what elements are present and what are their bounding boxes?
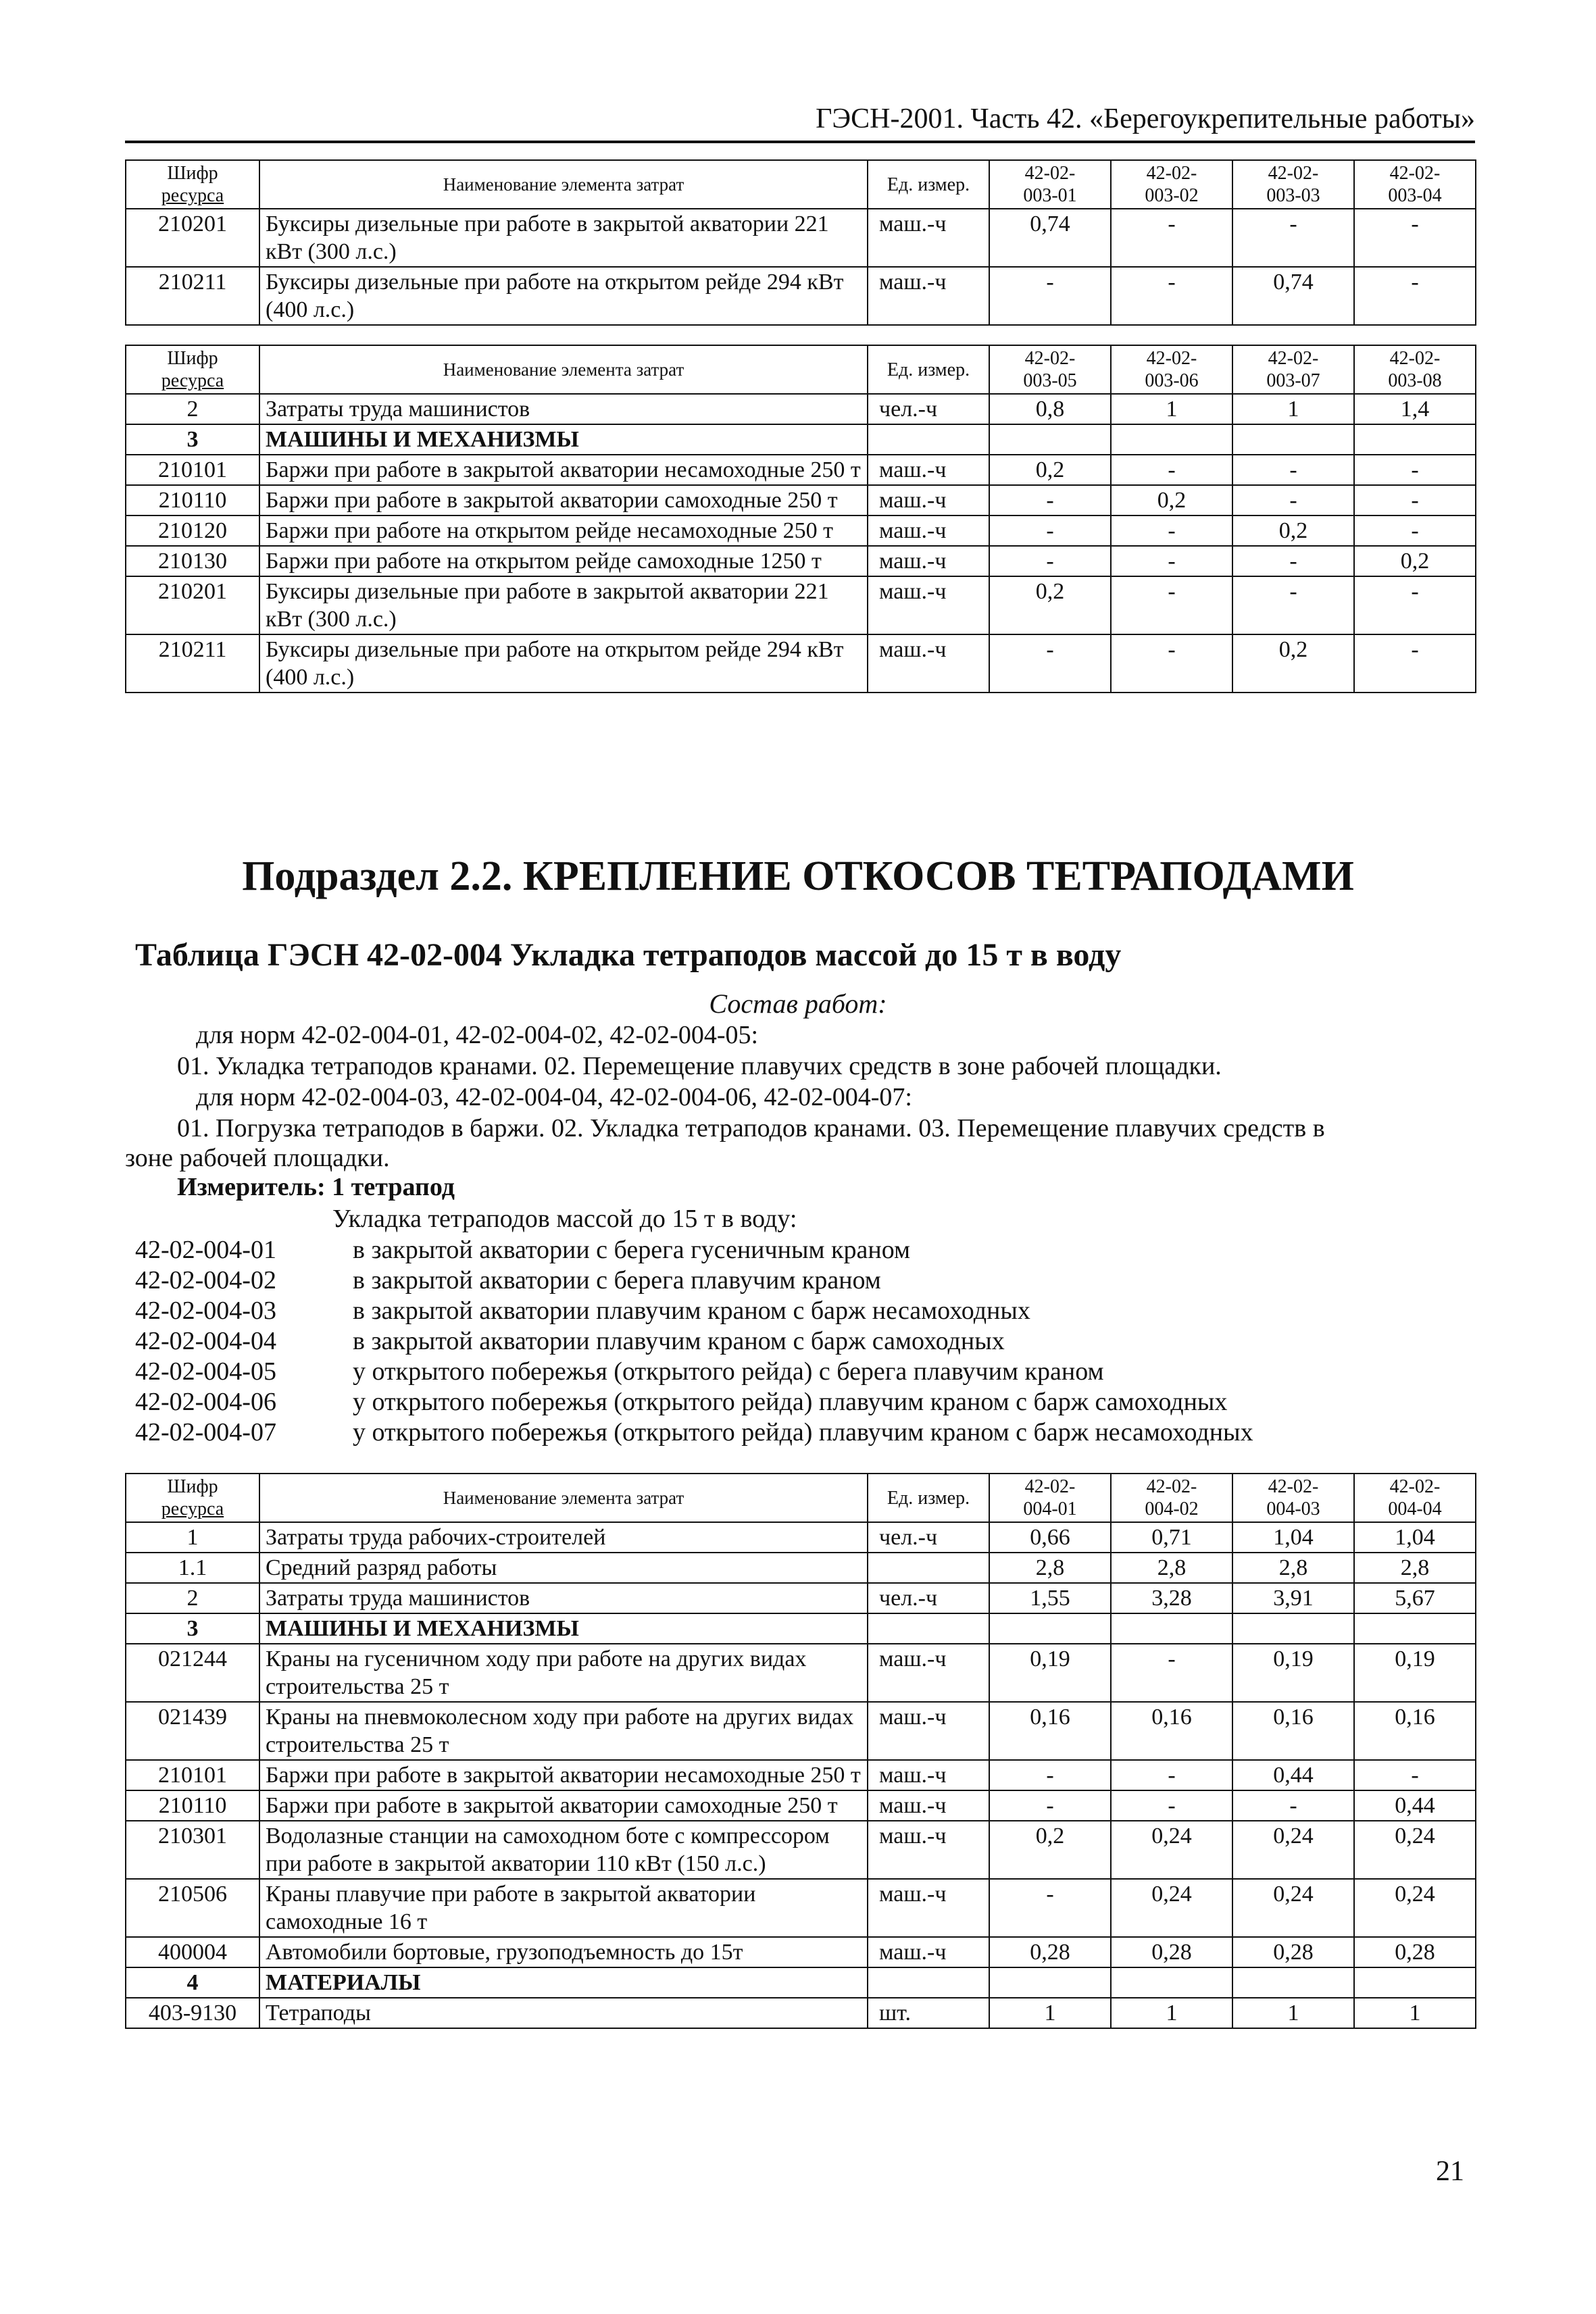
norm-value: - [989,267,1111,325]
table-row [126,1583,1476,1613]
cost-element-name: МАШИНЫ И МЕХАНИЗМЫ [259,1613,868,1644]
norm-list-item [135,1265,881,1295]
norm-value: 1 [989,1998,1111,2028]
norm-code-part1: 42-02- [1389,163,1441,184]
table-row [126,1644,1476,1702]
resource-code: 403-9130 [126,1998,259,2028]
norm-value: - [1354,634,1476,693]
resource-code: 210301 [126,1821,259,1879]
norm-value: - [989,485,1111,515]
cost-element-name: Средний разряд работы [259,1553,868,1583]
norm-code: 42-02-004-04 [135,1327,276,1355]
norm-value: - [1354,455,1476,485]
resource-code: 3 [126,1613,259,1644]
norm-value [1354,1967,1476,1998]
norm-value: 0,19 [1232,1644,1354,1702]
col-header-name: Наименование элемента затрат [259,345,868,394]
unit-of-measure: чел.-ч [868,1522,989,1553]
norm-description: в закрытой акватории плавучим краном с барж самоходных [353,1327,1005,1355]
resource-code: 400004 [126,1937,259,1967]
col-header-code-line1: Шифр [167,1476,218,1497]
norm-value: - [1111,634,1232,693]
norm-code: 42-02-004-07 [135,1418,276,1447]
norm-value: - [1232,1790,1354,1821]
norm-value: - [1111,515,1232,546]
norm-value: - [989,546,1111,576]
cost-element-name: Краны на пневмоколесном ходу при работе на других видах строительства 25 т [259,1702,868,1760]
resource-table-004-01-04 [125,1473,1476,2029]
norm-value [1354,424,1476,455]
table-row [126,485,1476,515]
norm-code-part2: 003-01 [1023,185,1077,206]
col-header-norm [1354,160,1476,209]
unit-of-measure: чел.-ч [868,394,989,424]
norm-value: 5,67 [1354,1583,1476,1613]
norm-value: - [1111,1644,1232,1702]
table-row [126,209,1476,267]
cost-element-name: Баржи при работе в закрытой акватории самоходные 250 т [259,1790,868,1821]
resource-code: 210211 [126,267,259,325]
norm-code: 42-02-004-01 [135,1236,276,1264]
norm-code-part1: 42-02- [1268,163,1319,184]
resource-code: 021439 [126,1702,259,1760]
norm-value: 1 [1111,1998,1232,2028]
norm-value [989,1613,1111,1644]
col-header-code-line1: Шифр [167,163,218,184]
norm-value [989,1967,1111,1998]
measure-subtitle: Укладка тетраподов массой до 15 т в воду: [332,1205,797,1233]
unit-of-measure: маш.-ч [868,576,989,634]
norm-value: 0,16 [989,1702,1111,1760]
unit-of-measure: чел.-ч [868,1583,989,1613]
table-header-row [126,1474,1476,1522]
norm-value: 0,28 [1232,1937,1354,1967]
resource-code: 1 [126,1522,259,1553]
cost-element-name: Баржи при работе в закрытой акватории несамоходные 250 т [259,1760,868,1790]
norm-value: 0,28 [989,1937,1111,1967]
norm-value: 0,44 [1354,1790,1476,1821]
table-row [126,546,1476,576]
resource-table-003-05-08 [125,345,1476,693]
col-header-code [126,1474,259,1522]
norm-value [1232,1613,1354,1644]
resource-code: 210101 [126,1760,259,1790]
norm-value: - [1232,209,1354,267]
col-header-norm [1232,160,1354,209]
subsection-title: Подраздел 2.2. КРЕПЛЕНИЕ ОТКОСОВ ТЕТРАПОДАМИ [242,853,1354,899]
resource-code: 210101 [126,455,259,485]
table-row [126,1937,1476,1967]
norm-value: 0,2 [989,576,1111,634]
table-row [126,455,1476,485]
norm-code-part1: 42-02- [1024,163,1076,184]
norm-value: - [989,1790,1111,1821]
norm-value: - [1111,455,1232,485]
col-header-code [126,345,259,394]
norm-code-part1: 42-02- [1389,1476,1441,1497]
norm-value [1111,1967,1232,1998]
norm-code-part2: 003-05 [1023,370,1077,391]
cost-element-name: Краны плавучие при работе в закрытой акватории самоходные 16 т [259,1879,868,1937]
resource-code: 3 [126,424,259,455]
col-header-code-line1: Шифр [167,348,218,369]
cost-element-name: Автомобили бортовые, грузоподъемность до 15т [259,1937,868,1967]
norm-value: - [989,515,1111,546]
norm-code-part2: 004-01 [1023,1499,1077,1519]
cost-element-name: Тетраподы [259,1998,868,2028]
unit-of-measure: шт. [868,1998,989,2028]
col-header-name: Наименование элемента затрат [259,160,868,209]
norm-list-item [135,1326,1005,1356]
norm-value: - [1111,546,1232,576]
norm-value: 2,8 [989,1553,1111,1583]
norm-value: 2,8 [1232,1553,1354,1583]
col-header-norm [989,345,1111,394]
norm-code: 42-02-004-03 [135,1297,276,1325]
table-row [126,1553,1476,1583]
table-row [126,1790,1476,1821]
norm-code-part1: 42-02- [1268,348,1319,369]
norm-list-item [135,1296,1030,1326]
norm-description: у открытого побережья (открытого рейда) плавучим краном с барж несамоходных [353,1418,1253,1447]
norm-value: 3,28 [1111,1583,1232,1613]
table-row [126,634,1476,693]
norm-value: - [1354,267,1476,325]
resource-code: 021244 [126,1644,259,1702]
table-row [126,394,1476,424]
norm-value [1111,424,1232,455]
unit-of-measure [868,1613,989,1644]
norm-value: - [1111,209,1232,267]
norm-code-part1: 42-02- [1024,1476,1076,1497]
col-header-norm [989,1474,1111,1522]
norm-value: - [1354,485,1476,515]
resource-code: 210201 [126,576,259,634]
norm-list-item [135,1235,910,1265]
cost-element-name: Баржи при работе на открытом рейде самоходные 1250 т [259,546,868,576]
norm-code-part1: 42-02- [1146,1476,1197,1497]
unit-of-measure: маш.-ч [868,634,989,693]
table-title: Таблица ГЭСН 42-02-004 Укладка тетраподов массой до 15 т в воду [135,937,1122,973]
col-header-norm [1232,345,1354,394]
unit-of-measure: маш.-ч [868,485,989,515]
norm-value [1232,424,1354,455]
cost-element-name: Затраты труда машинистов [259,394,868,424]
col-header-unit: Ед. измер. [868,1474,989,1522]
table-header-row [126,345,1476,394]
norm-value: 0,2 [1111,485,1232,515]
unit-of-measure: маш.-ч [868,1937,989,1967]
norm-code-part2: 003-03 [1266,185,1320,206]
resource-code: 1.1 [126,1553,259,1583]
header-rule [125,141,1475,143]
running-header [125,101,1475,143]
unit-of-measure [868,1967,989,1998]
resource-code: 210211 [126,634,259,693]
table-header-row [126,160,1476,209]
norm-value: - [1232,485,1354,515]
norm-list-item [135,1417,1253,1447]
norm-description: у открытого побережья (открытого рейда) с берега плавучим краном [353,1357,1104,1386]
norm-value: 0,19 [989,1644,1111,1702]
table-row [126,1998,1476,2028]
table-row [126,1821,1476,1879]
col-header-code [126,160,259,209]
norm-value: - [989,1879,1111,1937]
col-header-code-line2: ресурса [161,1499,224,1519]
norm-value [1232,1967,1354,1998]
work-line: для норм 42-02-004-01, 42-02-004-02, 42-02-004-05: [196,1021,759,1049]
norm-value: - [989,1760,1111,1790]
resource-code: 210506 [126,1879,259,1937]
work-line: 01. Укладка тетраподов кранами. 02. Перемещение плавучих средств в зоне рабочей площадки. [177,1052,1222,1080]
cost-element-name: Буксиры дизельные при работе на открытом рейде 294 кВт (400 л.с.) [259,267,868,325]
table-row [126,576,1476,634]
cost-element-name: МАТЕРИАЛЫ [259,1967,868,1998]
work-composition-label: Состав работ: [709,988,887,1019]
norm-value: 0,2 [1354,546,1476,576]
work-line: зоне рабочей площадки. [125,1144,390,1172]
cost-element-name: Буксиры дизельные при работе в закрытой акватории 221 кВт (300 л.с.) [259,576,868,634]
norm-value: - [1232,576,1354,634]
norm-value: 1,4 [1354,394,1476,424]
norm-value: 0,16 [1232,1702,1354,1760]
col-header-norm [1354,1474,1476,1522]
table-row [126,1702,1476,1760]
norm-list-item [135,1387,1227,1417]
norm-code: 42-02-004-05 [135,1357,276,1386]
norm-code: 42-02-004-06 [135,1388,276,1416]
norm-code-part2: 004-03 [1266,1499,1320,1519]
norm-value: 0,8 [989,394,1111,424]
resource-code: 210130 [126,546,259,576]
norm-value: 2,8 [1354,1553,1476,1583]
norm-description: в закрытой акватории с берега плавучим краном [353,1266,881,1294]
cost-element-name: МАШИНЫ И МЕХАНИЗМЫ [259,424,868,455]
norm-code-part2: 003-06 [1145,370,1199,391]
cost-element-name: Буксиры дизельные при работе в закрытой акватории 221 кВт (300 л.с.) [259,209,868,267]
unit-of-measure [868,424,989,455]
col-header-norm [1111,345,1232,394]
page-number: 21 [1436,2156,1464,2187]
norm-code-part1: 42-02- [1268,1476,1319,1497]
norm-code-part2: 003-08 [1388,370,1442,391]
norm-value: 0,24 [1354,1821,1476,1879]
unit-of-measure: маш.-ч [868,209,989,267]
cost-element-name: Водолазные станции на самоходном боте с компрессором при работе в закрытой акватории 110 кВт (150 л.с.) [259,1821,868,1879]
norm-code-part1: 42-02- [1389,348,1441,369]
norm-value [1354,1613,1476,1644]
norm-value: 0,66 [989,1522,1111,1553]
norm-value: 0,44 [1232,1760,1354,1790]
norm-value: 0,74 [989,209,1111,267]
col-header-norm [1111,160,1232,209]
norm-description: у открытого побережья (открытого рейда) плавучим краном с барж самоходных [353,1388,1228,1416]
unit-of-measure: маш.-ч [868,1702,989,1760]
cost-element-name: Буксиры дизельные при работе на открытом рейде 294 кВт (400 л.с.) [259,634,868,693]
cost-element-name: Затраты труда машинистов [259,1583,868,1613]
col-header-name: Наименование элемента затрат [259,1474,868,1522]
norm-value: - [1111,267,1232,325]
resource-code: 4 [126,1967,259,1998]
resource-code: 210201 [126,209,259,267]
norm-value: 0,24 [1111,1879,1232,1937]
norm-list-item [135,1357,1104,1386]
norm-value: 1 [1111,394,1232,424]
resource-code: 210120 [126,515,259,546]
norm-code-part1: 42-02- [1146,348,1197,369]
cost-element-name: Баржи при работе в закрытой акватории несамоходные 250 т [259,455,868,485]
norm-value: 0,28 [1111,1937,1232,1967]
table-row [126,1760,1476,1790]
norm-value: 0,19 [1354,1644,1476,1702]
cost-element-name: Краны на гусеничном ходу при работе на других видах строительства 25 т [259,1644,868,1702]
norm-code-part2: 003-04 [1388,185,1442,206]
unit-of-measure: маш.-ч [868,1790,989,1821]
unit-of-measure: маш.-ч [868,546,989,576]
norm-value: 0,16 [1354,1702,1476,1760]
resource-code: 2 [126,1583,259,1613]
unit-of-measure: маш.-ч [868,515,989,546]
norm-value: 3,91 [1232,1583,1354,1613]
col-header-code-line2: ресурса [161,185,224,206]
norm-value: 1 [1232,394,1354,424]
col-header-code-line2: ресурса [161,370,224,391]
unit-of-measure: маш.-ч [868,455,989,485]
col-header-norm [1232,1474,1354,1522]
cost-element-name: Баржи при работе в закрытой акватории самоходные 250 т [259,485,868,515]
norm-value: - [1111,576,1232,634]
table-row [126,267,1476,325]
norm-code-part2: 004-02 [1145,1499,1199,1519]
norm-value: 0,2 [1232,634,1354,693]
norm-value [1111,1613,1232,1644]
norm-code: 42-02-004-02 [135,1266,276,1294]
norm-value: 0,24 [1232,1821,1354,1879]
unit-of-measure: маш.-ч [868,267,989,325]
norm-value: 0,2 [989,455,1111,485]
table-row [126,1967,1476,1998]
running-title: ГЭСН-2001. Часть 42. «Берегоукрепительные работы» [816,103,1475,134]
norm-code-part1: 42-02- [1146,163,1197,184]
norm-value: 0,28 [1354,1937,1476,1967]
col-header-norm [1111,1474,1232,1522]
cost-element-name: Затраты труда рабочих-строителей [259,1522,868,1553]
norm-value: - [989,634,1111,693]
norm-value [989,424,1111,455]
unit-of-measure [868,1553,989,1583]
norm-value: 1 [1354,1998,1476,2028]
norm-value: - [1354,209,1476,267]
resource-code: 2 [126,394,259,424]
unit-of-measure: маш.-ч [868,1879,989,1937]
norm-value: 0,16 [1111,1702,1232,1760]
norm-value: 0,24 [1354,1879,1476,1937]
norm-value: - [1111,1790,1232,1821]
norm-value: 1,04 [1232,1522,1354,1553]
norm-value: - [1111,1760,1232,1790]
norm-value: 0,2 [989,1821,1111,1879]
norm-value: 1,55 [989,1583,1111,1613]
unit-of-measure: маш.-ч [868,1821,989,1879]
cost-element-name: Баржи при работе на открытом рейде несамоходные 250 т [259,515,868,546]
resource-table-003-01-04 [125,159,1476,326]
col-header-norm [989,160,1111,209]
norm-value: 2,8 [1111,1553,1232,1583]
norm-description: в закрытой акватории плавучим краном с барж несамоходных [353,1297,1030,1325]
table-row [126,1613,1476,1644]
norm-value: - [1232,455,1354,485]
norm-value: 0,74 [1232,267,1354,325]
table-row [126,1522,1476,1553]
resource-code: 210110 [126,1790,259,1821]
norm-code-part1: 42-02- [1024,348,1076,369]
norm-code-part2: 003-02 [1145,185,1199,206]
measure-unit: Измеритель: 1 тетрапод [177,1173,455,1201]
unit-of-measure: маш.-ч [868,1760,989,1790]
work-line: 01. Погрузка тетраподов в баржи. 02. Укладка тетраподов кранами. 03. Перемещение плавучих средств в [177,1114,1325,1142]
norm-code-part2: 004-04 [1388,1499,1442,1519]
unit-of-measure: маш.-ч [868,1644,989,1702]
norm-value: 0,24 [1111,1821,1232,1879]
work-line: для норм 42-02-004-03, 42-02-004-04, 42-02-004-06, 42-02-004-07: [196,1083,912,1111]
norm-value: 0,71 [1111,1522,1232,1553]
norm-value: - [1354,576,1476,634]
table-row [126,1879,1476,1937]
norm-value: 1 [1232,1998,1354,2028]
col-header-norm [1354,345,1476,394]
table-row [126,424,1476,455]
norm-code-part2: 003-07 [1266,370,1320,391]
resource-code: 210110 [126,485,259,515]
norm-value: 1,04 [1354,1522,1476,1553]
norm-value: 0,24 [1232,1879,1354,1937]
norm-value: - [1354,515,1476,546]
table-row [126,515,1476,546]
norm-value: - [1232,546,1354,576]
norm-value: - [1354,1760,1476,1790]
norm-value: 0,2 [1232,515,1354,546]
col-header-unit: Ед. измер. [868,345,989,394]
col-header-unit: Ед. измер. [868,160,989,209]
norm-description: в закрытой акватории с берега гусеничным краном [353,1236,911,1264]
